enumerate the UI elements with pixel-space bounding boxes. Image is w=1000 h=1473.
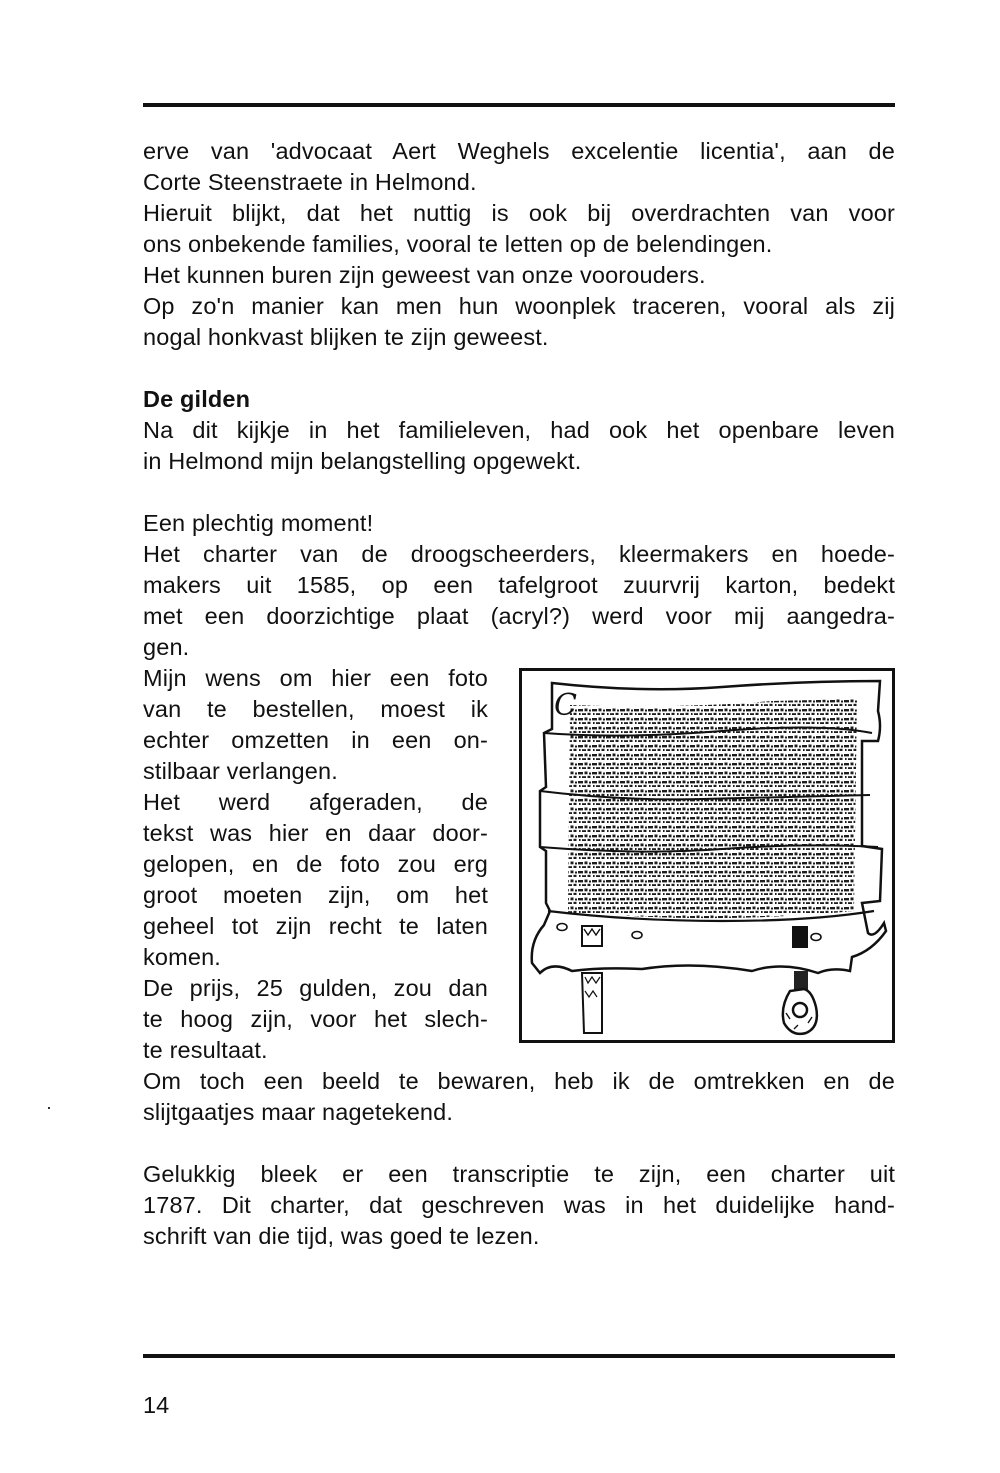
section-heading: De gilden — [143, 386, 251, 412]
text-line: in Helmond mijn belangstelling opgewekt. — [143, 448, 582, 474]
scan-speck — [48, 1107, 50, 1109]
text-line: met een doorzichtige plaat (acryl?) werd voor mij aangedra- — [143, 603, 895, 629]
text-line: Het charter van de droogscheerders, kleermakers en hoede- — [143, 541, 895, 567]
text-line: Hieruit blijkt, dat het nuttig is ook bij overdrachten van voor — [143, 200, 895, 226]
bottom-rule — [143, 1354, 895, 1358]
text-line: echter omzetten in een on- — [143, 727, 488, 753]
text-line: Het werd afgeraden, de — [143, 789, 488, 815]
charter-illustration — [519, 668, 895, 1043]
text-line: Om toch een beeld te bewaren, heb ik de omtrekken en de — [143, 1068, 895, 1094]
text-line: tekst was hier en daar door- — [143, 820, 488, 846]
text-line: Gelukkig bleek er een transcriptie te zijn, een charter uit — [143, 1161, 895, 1187]
text-line: geheel tot zijn recht te laten — [143, 913, 488, 939]
text-line: Op zo'n manier kan men hun woonplek traceren, vooral als zij — [143, 293, 895, 319]
initial-letter: C — [554, 688, 577, 723]
text-line: slijtgaatjes maar nagetekend. — [143, 1099, 454, 1125]
text-line: Het kunnen buren zijn geweest van onze voorouders. — [143, 262, 706, 288]
paragraph-gap — [143, 353, 895, 384]
text-line: nogal honkvast blijken te zijn geweest. — [143, 324, 549, 350]
text-line: Na dit kijkje in het familieleven, had ook het openbare leven — [143, 417, 895, 443]
text-line: stilbaar verlangen. — [143, 758, 338, 784]
paragraph-gap — [143, 477, 895, 508]
paragraph-moment — [143, 508, 895, 663]
text-line: makers uit 1585, op een tafelgroot zuurvrij karton, bedekt — [143, 572, 895, 598]
page-number: 14 — [143, 1392, 170, 1418]
section-gilden — [143, 384, 895, 477]
charter-drawing-icon — [522, 671, 892, 1040]
text-line: 1787. Dit charter, dat geschreven was in het duidelijke hand- — [143, 1192, 895, 1218]
text-line: van te bestellen, moest ik — [143, 696, 488, 722]
paragraph-trace — [143, 1066, 895, 1128]
top-rule — [143, 103, 895, 107]
text-line: groot moeten zijn, om het — [143, 882, 488, 908]
text-line: ons onbekende families, vooral te letten op de belendingen. — [143, 231, 773, 257]
text-line: gen. — [143, 634, 190, 660]
text-line: De prijs, 25 gulden, zou dan — [143, 975, 488, 1001]
text-line: erve van 'advocaat Aert Weghels excelentie licentia', aan de — [143, 138, 895, 164]
text-line: gelopen, en de foto zou erg — [143, 851, 488, 877]
paragraph-transcript — [143, 1159, 895, 1252]
text-line: komen. — [143, 944, 221, 970]
paragraph-gap — [143, 1128, 895, 1159]
text-line: schrift van die tijd, was goed te lezen. — [143, 1223, 540, 1249]
text-line: Mijn wens om hier een foto — [143, 665, 488, 691]
text-line: te hoog zijn, voor het slech- — [143, 1006, 488, 1032]
paragraph-intro — [143, 136, 895, 353]
text-line: Corte Steenstraete in Helmond. — [143, 169, 477, 195]
text-line: te resultaat. — [143, 1037, 268, 1063]
text-line: Een plechtig moment! — [143, 510, 374, 536]
